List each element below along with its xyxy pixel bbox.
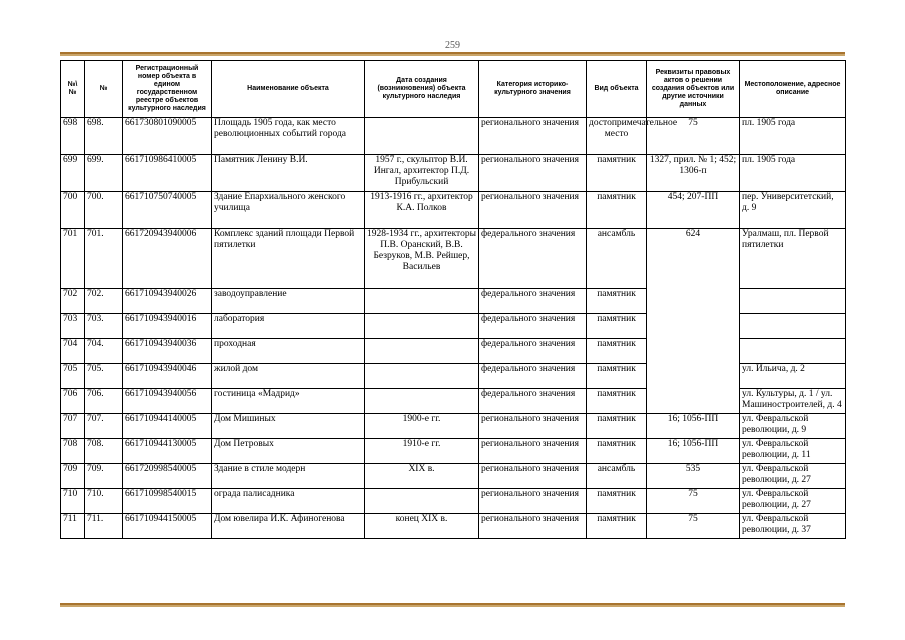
cell-row-number: 709 <box>61 464 85 489</box>
col-header-location: Местоположение, адресное описание <box>740 61 846 118</box>
cell-row-number: 700 <box>61 192 85 229</box>
cell-acts: 454; 207-ПП <box>647 192 740 229</box>
cell-date <box>365 339 479 364</box>
cell-type: памятник <box>587 314 647 339</box>
cell-number: 698. <box>85 118 123 155</box>
cell-location: ул. Февральской революции, д. 37 <box>740 514 846 539</box>
cell-date <box>365 389 479 414</box>
cell-number: 711. <box>85 514 123 539</box>
cell-location: пл. 1905 года <box>740 118 846 155</box>
cell-number: 702. <box>85 289 123 314</box>
cell-registration: 661710944140005 <box>123 414 212 439</box>
cell-registration: 661710944150005 <box>123 514 212 539</box>
cell-category: федерального значения <box>479 314 587 339</box>
cell-category: федерального значения <box>479 389 587 414</box>
col-header-name: Наименование объекта <box>212 61 365 118</box>
cell-row-number: 698 <box>61 118 85 155</box>
cell-type: памятник <box>587 439 647 464</box>
col-header-date: Дата создания (возникновения) объекта культурного наследия <box>365 61 479 118</box>
cell-number: 710. <box>85 489 123 514</box>
cell-date: 1913-1916 гг., архитектор К.А. Полков <box>365 192 479 229</box>
cell-acts: 16; 1056-ПП <box>647 439 740 464</box>
table-row <box>61 118 846 155</box>
cell-date: конец XIX в. <box>365 514 479 539</box>
cell-number: 707. <box>85 414 123 439</box>
cell-category: регионального значения <box>479 464 587 489</box>
cell-category: регионального значения <box>479 155 587 192</box>
cell-name: Здание в стиле модерн <box>212 464 365 489</box>
cell-row-number: 699 <box>61 155 85 192</box>
cell-row-number: 705 <box>61 364 85 389</box>
cell-name: Здание Епархиального женского училища <box>212 192 365 229</box>
page-number: 259 <box>445 40 460 51</box>
cell-row-number: 703 <box>61 314 85 339</box>
cell-category: федерального значения <box>479 364 587 389</box>
cell-registration: 661710943940056 <box>123 389 212 414</box>
table-header-row <box>61 61 846 118</box>
cell-date: XIX в. <box>365 464 479 489</box>
heritage-register-table <box>60 60 846 539</box>
cell-registration: 661710943940026 <box>123 289 212 314</box>
cell-category: федерального значения <box>479 289 587 314</box>
cell-acts: 624 <box>647 229 740 414</box>
cell-type: ансамбль <box>587 229 647 289</box>
cell-acts: 1327, прил. № 1; 452; 1306-п <box>647 155 740 192</box>
cell-registration: 661710943940046 <box>123 364 212 389</box>
cell-registration: 661710944130005 <box>123 439 212 464</box>
cell-acts: 535 <box>647 464 740 489</box>
cell-number: 700. <box>85 192 123 229</box>
cell-number: 706. <box>85 389 123 414</box>
cell-row-number: 704 <box>61 339 85 364</box>
cell-type: памятник <box>587 489 647 514</box>
cell-location: пер. Университетский, д. 9 <box>740 192 846 229</box>
cell-number: 709. <box>85 464 123 489</box>
cell-registration: 661710943940016 <box>123 314 212 339</box>
table-row <box>61 414 846 439</box>
cell-row-number: 706 <box>61 389 85 414</box>
cell-number: 704. <box>85 339 123 364</box>
footer-rule <box>60 603 845 607</box>
table-row <box>61 439 846 464</box>
table-row <box>61 489 846 514</box>
cell-name: гостиница «Мадрид» <box>212 389 365 414</box>
cell-number: 701. <box>85 229 123 289</box>
cell-category: регионального значения <box>479 118 587 155</box>
cell-category: регионального значения <box>479 439 587 464</box>
cell-name: Дом Петровых <box>212 439 365 464</box>
cell-location <box>740 314 846 339</box>
cell-registration: 661710998540015 <box>123 489 212 514</box>
cell-category: регионального значения <box>479 192 587 229</box>
table-row <box>61 514 846 539</box>
cell-category: регионального значения <box>479 414 587 439</box>
cell-location: пл. 1905 года <box>740 155 846 192</box>
col-header-row-number: №\ № <box>61 61 85 118</box>
cell-name: заводоуправление <box>212 289 365 314</box>
header-rule <box>60 52 845 56</box>
cell-name: Дом Мишиных <box>212 414 365 439</box>
cell-name: проходная <box>212 339 365 364</box>
cell-name: Памятник Ленину В.И. <box>212 155 365 192</box>
cell-location: ул. Ильича, д. 2 <box>740 364 846 389</box>
col-header-category: Категория историко-культурного значения <box>479 61 587 118</box>
cell-row-number: 702 <box>61 289 85 314</box>
cell-date <box>365 314 479 339</box>
cell-registration: 661710986410005 <box>123 155 212 192</box>
col-header-registration: Регистрационный номер объекта в едином государственном реестре объектов культурного наследия <box>123 61 212 118</box>
cell-type: памятник <box>587 414 647 439</box>
cell-name: Комплекс зданий площади Первой пятилетки <box>212 229 365 289</box>
cell-name: Дом ювелира И.К. Афиногенова <box>212 514 365 539</box>
table-row <box>61 192 846 229</box>
cell-type: памятник <box>587 514 647 539</box>
cell-date <box>365 118 479 155</box>
cell-category: федерального значения <box>479 339 587 364</box>
cell-row-number: 711 <box>61 514 85 539</box>
cell-row-number: 707 <box>61 414 85 439</box>
cell-date <box>365 289 479 314</box>
cell-name: Площадь 1905 года, как место революционных событий города <box>212 118 365 155</box>
cell-date <box>365 489 479 514</box>
col-header-type: Вид объекта <box>587 61 647 118</box>
cell-name: жилой дом <box>212 364 365 389</box>
cell-acts: 16; 1056-ПП <box>647 414 740 439</box>
cell-type: памятник <box>587 289 647 314</box>
cell-type: памятник <box>587 389 647 414</box>
cell-location: ул. Культуры, д. 1 / ул. Машиностроителей, д. 4 <box>740 389 846 414</box>
cell-location: ул. Февральской революции, д. 27 <box>740 489 846 514</box>
col-header-number: № <box>85 61 123 118</box>
table-row <box>61 155 846 192</box>
cell-name: лаборатория <box>212 314 365 339</box>
table-row <box>61 464 846 489</box>
cell-location: Уралмаш, пл. Первой пятилетки <box>740 229 846 289</box>
cell-type: памятник <box>587 155 647 192</box>
cell-type: памятник <box>587 339 647 364</box>
cell-type: памятник <box>587 192 647 229</box>
cell-registration: 661720998540005 <box>123 464 212 489</box>
cell-date: 1928-1934 гг., архитекторы П.В. Оранский, В.В. Безруков, М.В. Рейшер, Васильев <box>365 229 479 289</box>
cell-location <box>740 339 846 364</box>
cell-date: 1910-е гг. <box>365 439 479 464</box>
cell-registration: 661710943940036 <box>123 339 212 364</box>
cell-row-number: 710 <box>61 489 85 514</box>
cell-type: памятник <box>587 364 647 389</box>
cell-category: регионального значения <box>479 514 587 539</box>
cell-row-number: 708 <box>61 439 85 464</box>
cell-name: ограда палисадника <box>212 489 365 514</box>
table-row <box>61 229 846 289</box>
cell-row-number: 701 <box>61 229 85 289</box>
cell-registration: 661710750740005 <box>123 192 212 229</box>
cell-date: 1957 г., скульптор В.И. Ингал, архитектор П.Д. Прибульский <box>365 155 479 192</box>
cell-acts: 75 <box>647 514 740 539</box>
cell-acts: 75 <box>647 118 740 155</box>
cell-location: ул. Февральской революции, д. 11 <box>740 439 846 464</box>
cell-number: 708. <box>85 439 123 464</box>
cell-location <box>740 289 846 314</box>
cell-registration: 661720943940006 <box>123 229 212 289</box>
cell-number: 705. <box>85 364 123 389</box>
cell-category: федерального значения <box>479 229 587 289</box>
cell-date: 1900-е гг. <box>365 414 479 439</box>
cell-number: 703. <box>85 314 123 339</box>
cell-registration: 661730801090005 <box>123 118 212 155</box>
cell-category: регионального значения <box>479 489 587 514</box>
cell-location: ул. Февральской революции, д. 27 <box>740 464 846 489</box>
cell-date <box>365 364 479 389</box>
cell-type: ансамбль <box>587 464 647 489</box>
cell-location: ул. Февральской революции, д. 9 <box>740 414 846 439</box>
cell-acts: 75 <box>647 489 740 514</box>
cell-number: 699. <box>85 155 123 192</box>
cell-type: достопримечательное место <box>587 118 647 155</box>
col-header-acts: Реквизиты правовых актов о решении создания объектов или другие источники данных <box>647 61 740 118</box>
